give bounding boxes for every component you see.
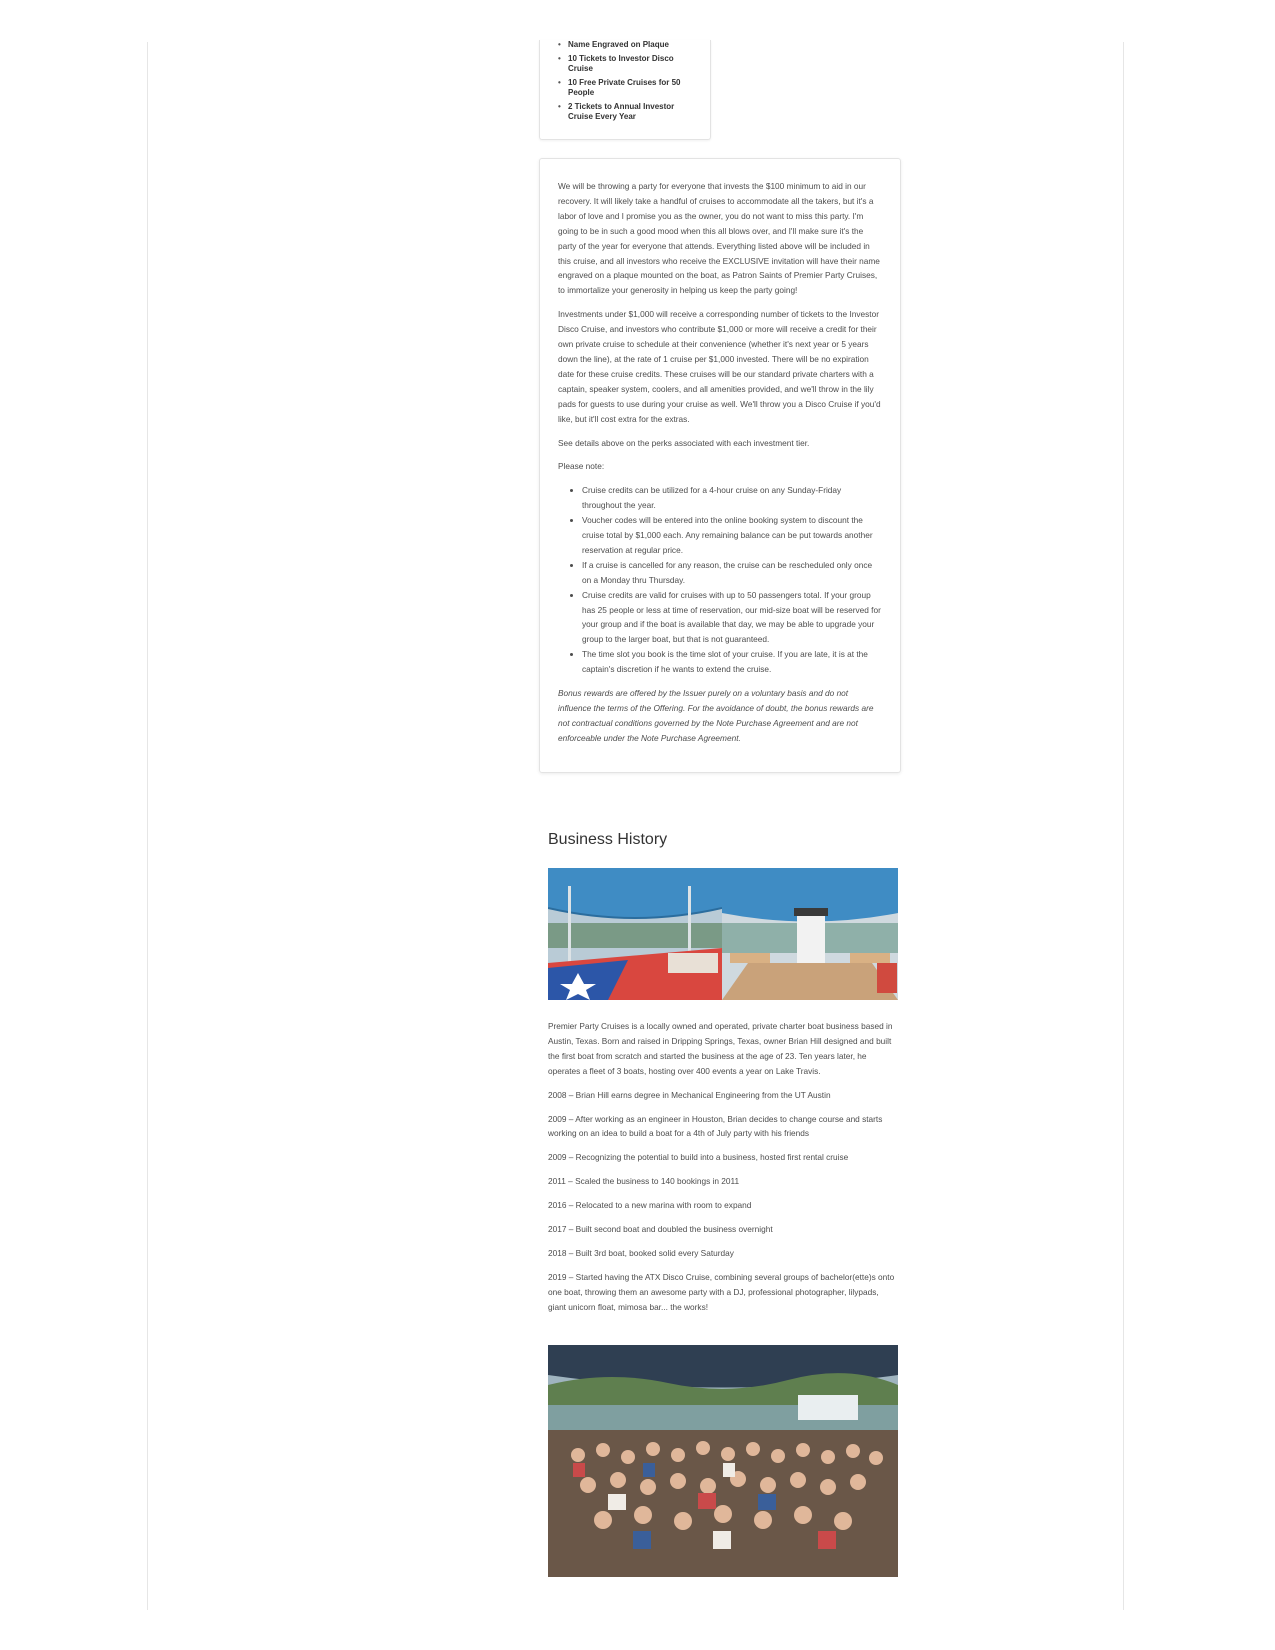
investment-details-card xyxy=(539,158,901,773)
timeline-item: 2018 – Built 3rd boat, booked solid every Saturday xyxy=(548,1247,734,1258)
timeline-item: 2009 – After working as an engineer in Houston, Brian decides to change course and starts working on an idea to build a boat for a 4th of July party with his friends xyxy=(548,1113,883,1139)
perks-list xyxy=(558,40,700,122)
boat-deck-photo-left xyxy=(548,868,722,1000)
timeline-item: 2019 – Started having the ATX Disco Cruise, combining several groups of bachelor(ette)s onto one boat, throwing them an awesome party with a DJ, professional photographer, lilypads, giant unicorn float, mimosa bar... the works! xyxy=(548,1271,895,1312)
timeline-item: 2009 – Recognizing the potential to build into a business, hosted first rental cruise xyxy=(548,1152,849,1163)
details-paragraph: Investments under $1,000 will receive a corresponding number of tickets to the Investor Disco Cruise, and investors who contribute $1,000 or more will receive a credit for their own private cruise to schedule at their convenience (whether it's next year or 5 years down the line), at the rate of 1 cruise per $1,000 invested. There will be no expiration date for these cruise credits. These cruises will be our standard private charters with a captain, speaker system, coolers, and all amenities provided, and we'll throw in the lily pads for guests to use during your cruise as well. We'll throw you a Disco Cruise if you'd like, but it'll cost extra for the extras. xyxy=(558,309,881,424)
history-text xyxy=(548,1019,898,1324)
note-item: • Cruise credits can be utilized for a 4-hour cruise on any Sunday-Friday throughout the year. xyxy=(582,483,882,513)
section-title: Business History xyxy=(548,831,668,848)
note-item: • Cruise credits are valid for cruises with up to 50 passengers total. If your group has 25 people or less at time of reservation, our mid-size boat will be reserved for your group and if the boat is available that day, we may be able to upgrade your group to the larger boat, but that is not guaranteed. xyxy=(582,588,882,648)
timeline-item: 2011 – Scaled the business to 140 bookings in 2011 xyxy=(548,1176,740,1187)
details-paragraph: See details above on the perks associated with each investment tier. xyxy=(558,437,810,448)
boat-deck-photo-right xyxy=(722,868,898,1000)
perk-item: • Name Engraved on Plaque xyxy=(568,40,700,50)
perk-item: • 2 Tickets to Annual Investor Cruise Every Year xyxy=(568,102,700,122)
details-paragraph: We will be throwing a party for everyone that invests the $100 minimum to aid in our recovery. It will likely take a handful of cruises to accommodate all the takers, but it's a labor of love and I promise you as the owner, you do not want to miss this party. I'm going to be in such a good mood when this all blows over, and I'll make sure it's the party of the year for everyone that attends. Everything listed above will be included in this cruise, and all investors who receive the EXCLUSIVE invitation will have their name engraved on a plaque mounted on the boat, as Patron Saints of Premier Party Cruises, to immortalize your generosity in helping us keep the party going! xyxy=(558,181,880,296)
note-item: • If a cruise is cancelled for any reason, the cruise can be rescheduled only once on a Monday thru Thursday. xyxy=(582,558,882,588)
timeline-item: 2016 – Relocated to a new marina with room to expand xyxy=(548,1200,752,1211)
note-item: • Voucher codes will be entered into the online booking system to discount the cruise total by $1,000 each. Any remaining balance can be put towards another reservation at regular price. xyxy=(582,513,882,558)
party-group-photo xyxy=(548,1345,898,1577)
history-intro: Premier Party Cruises is a locally owned and operated, private charter boat business based in Austin, Texas. Born and raised in Dripping Springs, Texas, owner Brian Hill designed and built the first boat from scratch and started the business at the age of 23. Ten years later, he operates a fleet of 3 boats, hosting over 400 events a year on Lake Travis. xyxy=(548,1021,893,1076)
timeline-item: 2008 – Brian Hill earns degree in Mechanical Engineering from the UT Austin xyxy=(548,1089,831,1100)
perks-card xyxy=(539,40,711,140)
disclaimer-text: Bonus rewards are offered by the Issuer purely on a voluntary basis and do not influence the terms of the Offering. For the avoidance of doubt, the bonus rewards are not contractual conditions governed by the Note Purchase Agreement and are not enforceable under the Note Purchase Agreement. xyxy=(558,688,874,743)
perk-item: • 10 Tickets to Investor Disco Cruise xyxy=(568,54,700,74)
note-label: Please note: xyxy=(558,461,605,472)
perk-item: • 10 Free Private Cruises for 50 People xyxy=(568,78,700,98)
note-item: • The time slot you book is the time slot of your cruise. If you are late, it is at the captain's discretion if he wants to extend the cruise. xyxy=(582,647,882,677)
notes-list xyxy=(558,483,882,677)
timeline-item: 2017 – Built second boat and doubled the business overnight xyxy=(548,1224,773,1235)
